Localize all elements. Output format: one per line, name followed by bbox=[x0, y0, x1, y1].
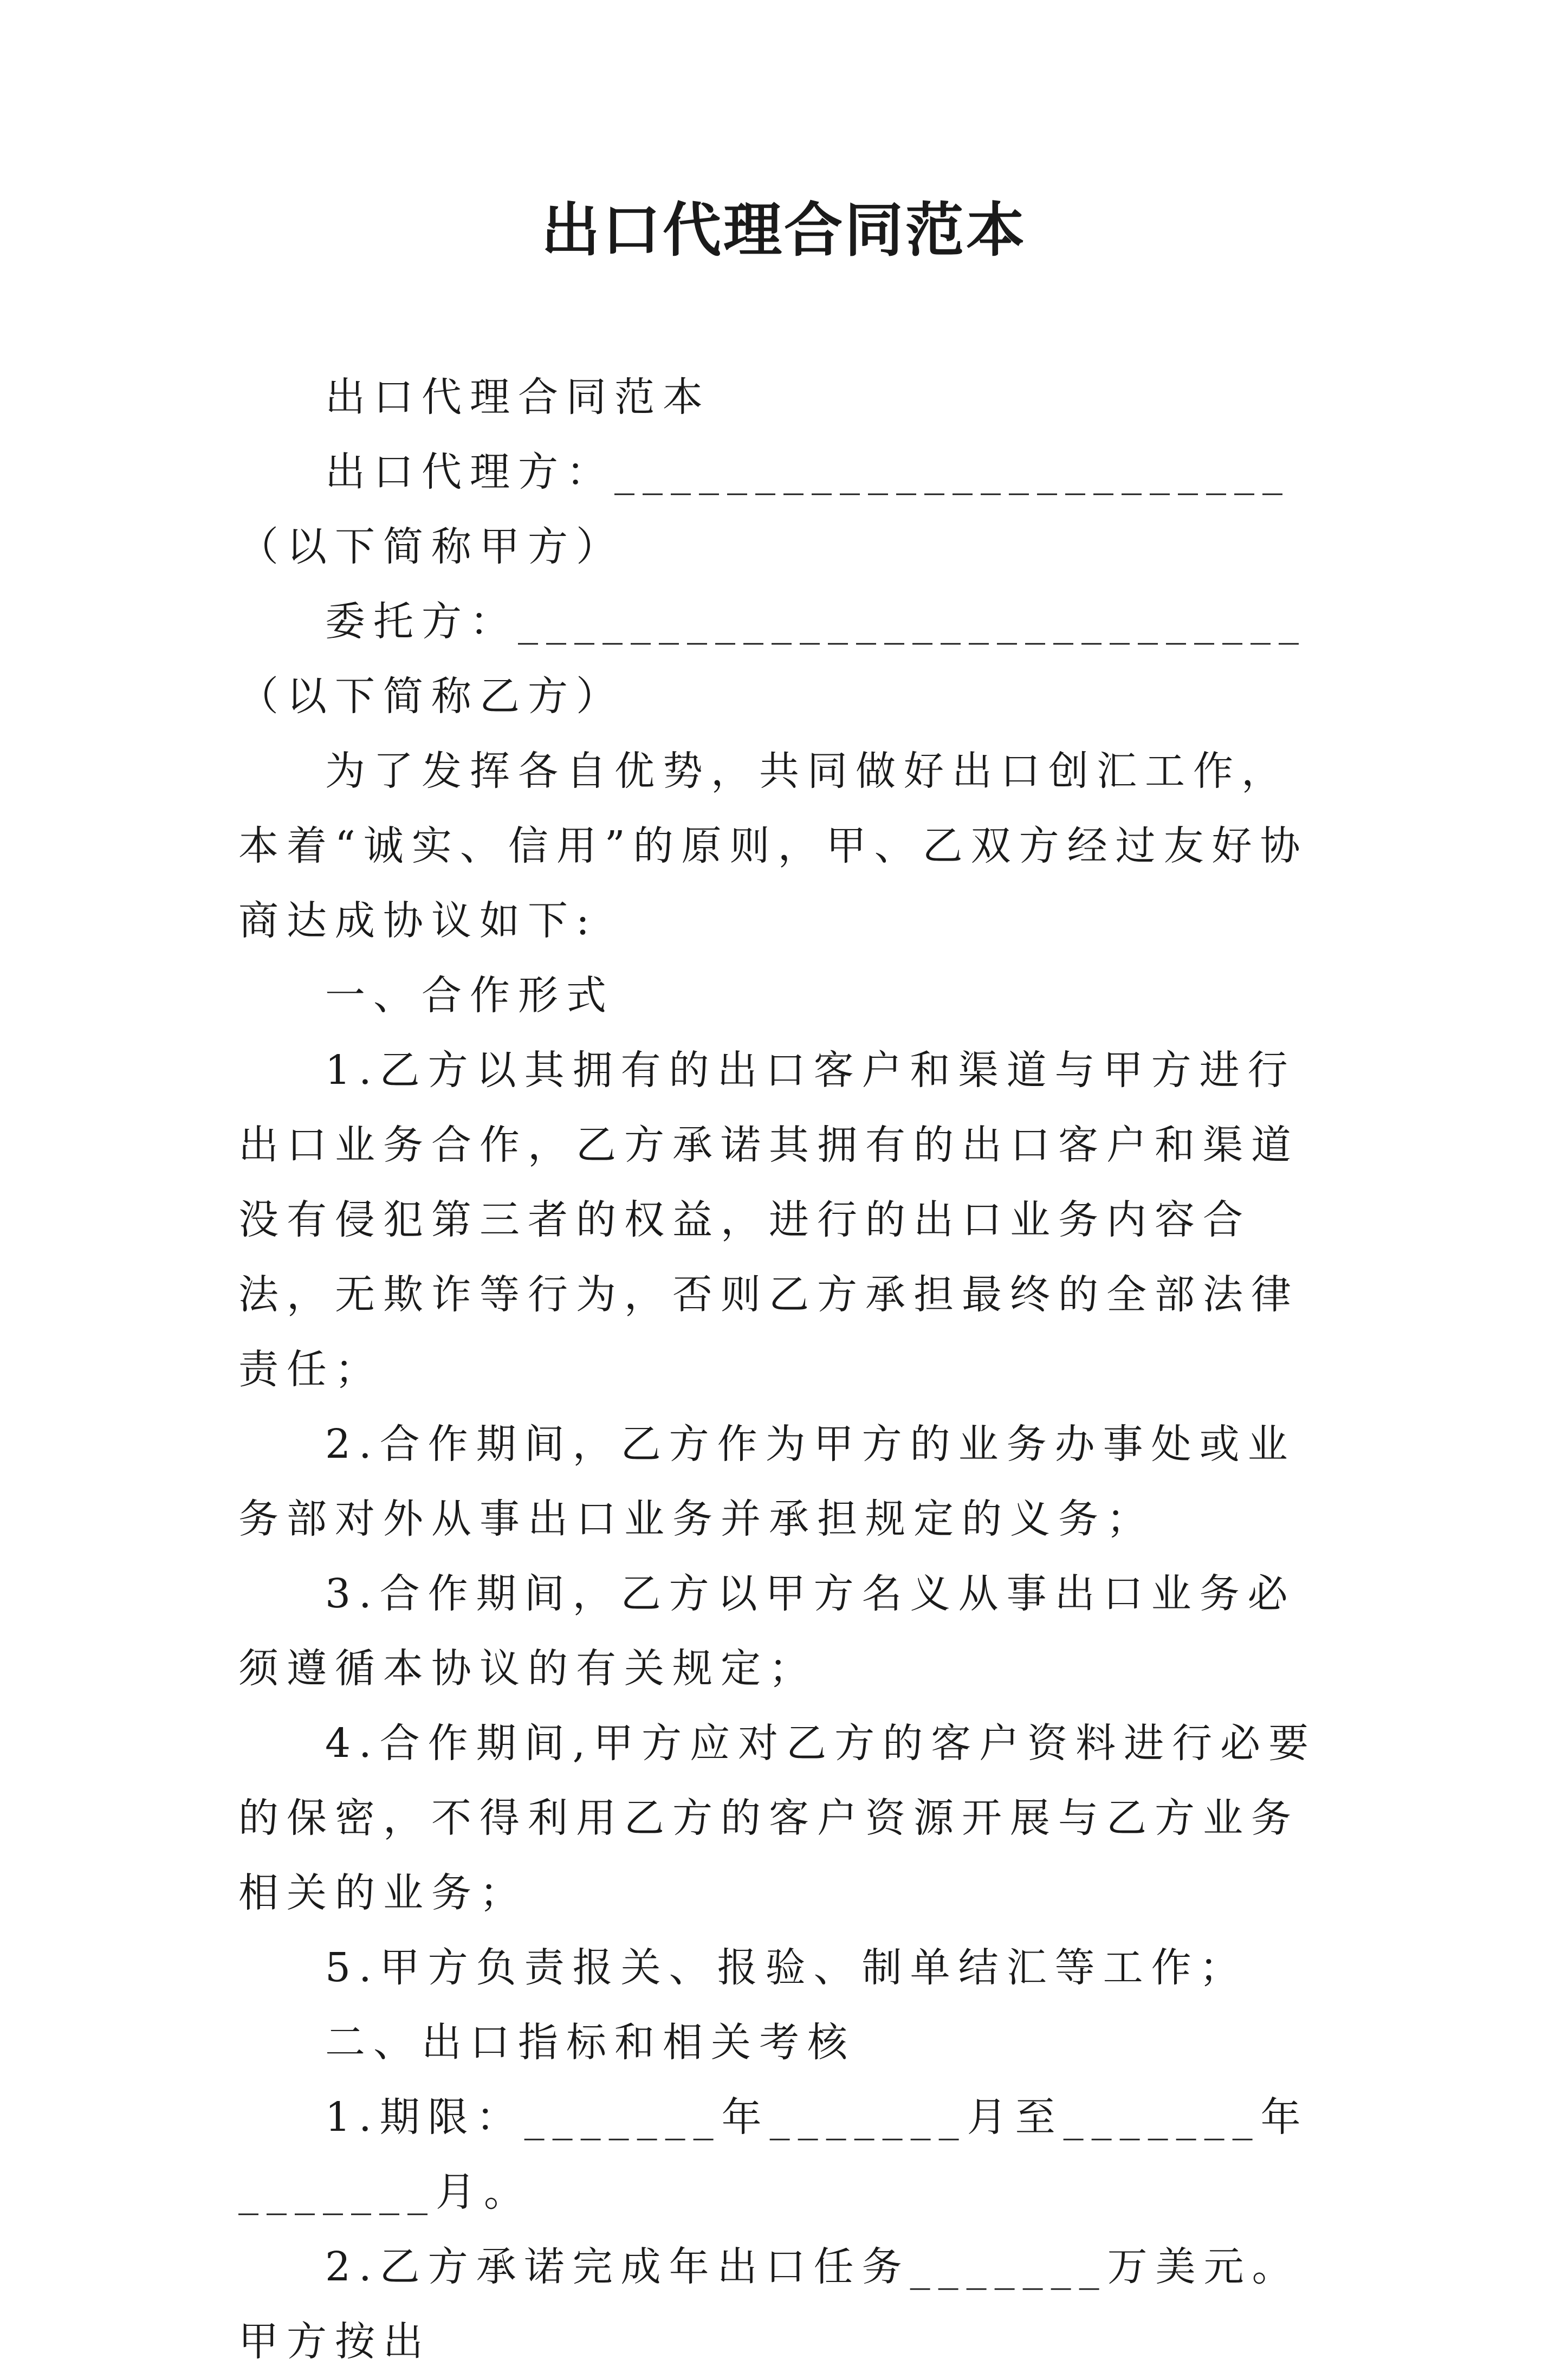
paragraph-subtitle: 出口代理合同范本 bbox=[325, 374, 711, 421]
clause-1-3: 3.合作期间，乙方以甲方名义从事出口业务必须遵循本协议的有关规定； bbox=[238, 1570, 1296, 1692]
paragraph-agent-party: 出口代理方：________________________（以下简称甲方） bbox=[238, 449, 1291, 570]
clause-1-2: 2.合作期间，乙方作为甲方的业务办事处或业务部对外从事出口业务并承担规定的义务； bbox=[238, 1421, 1296, 1542]
clause-2-2: 2.乙方承诺完成年出口任务_______万美元。甲方按出 bbox=[238, 2244, 1300, 2365]
section-heading-cooperation: 一、合作形式 bbox=[325, 972, 614, 1019]
section-heading-export-targets: 二、出口指标和相关考核 bbox=[325, 2019, 856, 2066]
clause-1-5: 5.甲方负责报关、报验、制单结汇等工作； bbox=[325, 1944, 1248, 1991]
clause-1-4: 4.合作期间,甲方应对乙方的客户资料进行必要的保密，不得利用乙方的客户资源开展与乙方业务相关的业务； bbox=[238, 1720, 1317, 1916]
document-body bbox=[238, 360, 1333, 2379]
clause-1-1: 1.乙方以其拥有的出口客户和渠道与甲方进行出口业务合作，乙方承诺其拥有的出口客户和渠道没有侵犯第三者的权益，进行的出口业务内容合法，无欺诈等行为，否则乙方承担最终的全部法律责任； bbox=[238, 1047, 1299, 1393]
clause-2-1: 1.期限：_______年_______月至_______年_______月。 bbox=[238, 2094, 1309, 2215]
document-title: 出口代理合同范本 bbox=[541, 196, 1027, 264]
paragraph-client-party: 委托方：____________________________（以下简称乙方） bbox=[238, 598, 1307, 720]
paragraph-preamble: 为了发挥各自优势，共同做好出口创汇工作，本着“诚实、信用”的原则，甲、乙双方经过友好协商达成协议如下: bbox=[238, 748, 1308, 944]
